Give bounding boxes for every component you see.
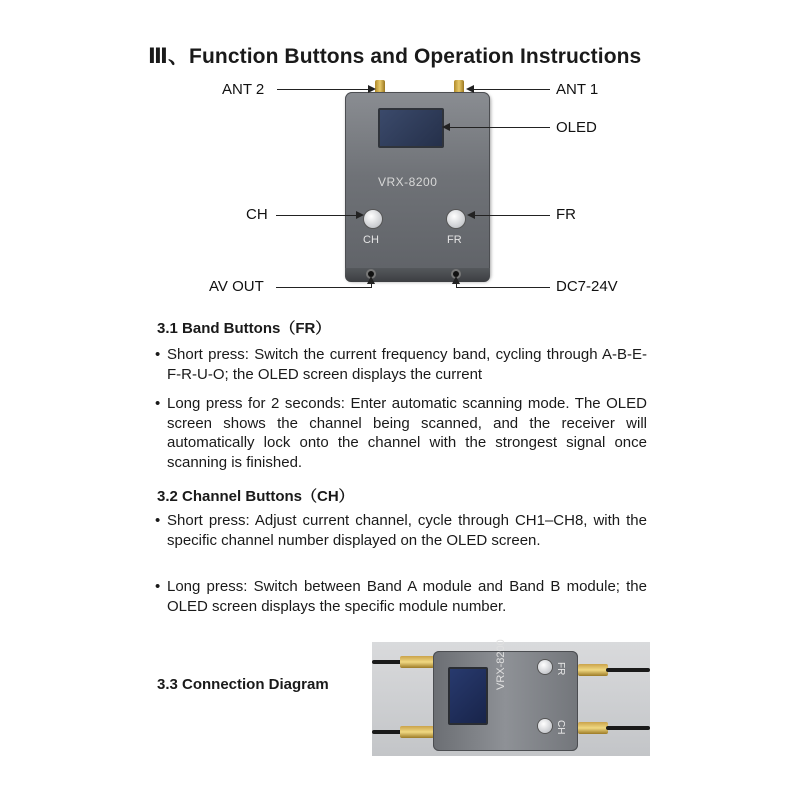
av-plug	[578, 664, 608, 676]
antenna-plug-bottom	[400, 726, 434, 738]
ch-button-graphic	[364, 210, 382, 228]
antenna-plug-top	[400, 656, 434, 668]
connection-fr-button-graphic	[538, 660, 552, 674]
ch-arrow-icon	[356, 211, 364, 219]
fr-button-graphic	[447, 210, 465, 228]
dc-arrow-icon	[452, 276, 460, 284]
connection-fr-label: FR	[555, 662, 566, 676]
oled-arrow-icon	[442, 123, 450, 131]
antenna-cable-top	[372, 660, 402, 664]
oled-label: OLED	[556, 119, 597, 136]
oled-screen	[378, 108, 444, 148]
ant1-label: ANT 1	[556, 81, 599, 98]
channel-short-press-item	[155, 511, 647, 550]
bullet-icon: •	[155, 578, 161, 595]
fr-label: FR	[556, 206, 576, 223]
dc-leader-line	[456, 287, 550, 288]
ant1-leader-line	[474, 89, 550, 90]
dc-plug	[578, 722, 608, 734]
ant2-leader-line	[277, 89, 368, 90]
av-out-arrow-icon	[367, 276, 375, 284]
channel-long-press-item	[155, 577, 647, 616]
section-title-channel-buttons: 3.2 Channel Buttons（CH）	[157, 488, 354, 505]
bullet-icon: •	[155, 512, 161, 529]
ant2-arrow-icon	[368, 85, 376, 93]
av-cable	[606, 668, 650, 672]
antenna-cable-bottom	[372, 730, 402, 734]
dc-cable	[606, 726, 650, 730]
channel-short-press-text: Short press: Adjust current channel, cycle through CH1–CH8, with the specific channel number displayed on the OLED screen.	[167, 512, 647, 549]
ch-label: CH	[246, 206, 268, 223]
device-fr-label: FR	[447, 234, 462, 246]
channel-long-press-text: Long press: Switch between Band A module and Band B module; the OLED screen displays the specific module number.	[167, 578, 647, 615]
av-out-leader-line	[276, 287, 372, 288]
page-title: Ⅲ、Function Buttons and Operation Instructions	[148, 45, 642, 68]
connection-oled-screen	[448, 667, 488, 725]
fr-leader-line	[475, 215, 550, 216]
device-ch-label: CH	[363, 234, 379, 246]
bullet-icon: •	[155, 395, 161, 412]
ant2-label: ANT 2	[222, 81, 265, 98]
band-short-press-item	[155, 345, 647, 384]
dc-label: DC7-24V	[556, 278, 618, 295]
band-long-press-item	[155, 394, 647, 472]
band-short-press-text: Short press: Switch the current frequency band, cycling through A-B-E-F-R-U-O; the OLED screen displays the current	[167, 346, 647, 383]
device-model-label: VRX-8200	[378, 175, 438, 189]
bullet-icon: •	[155, 346, 161, 363]
section-title-connection-diagram: 3.3 Connection Diagram	[157, 676, 329, 693]
section-title-band-buttons: 3.1 Band Buttons（FR）	[157, 320, 331, 337]
oled-leader-line	[450, 127, 550, 128]
ant1-arrow-icon	[466, 85, 474, 93]
connection-ch-button-graphic	[538, 719, 552, 733]
fr-arrow-icon	[467, 211, 475, 219]
ch-leader-line	[276, 215, 358, 216]
av-out-label: AV OUT	[209, 278, 264, 295]
connection-device-model-label: VRX-8200	[495, 639, 507, 690]
band-long-press-text: Long press for 2 seconds: Enter automatic scanning mode. The OLED screen shows the channel being scanned, and the receiver will automatically lock onto the channel with the strongest signal once scanning is finished.	[167, 395, 647, 471]
connection-ch-label: CH	[555, 720, 566, 735]
